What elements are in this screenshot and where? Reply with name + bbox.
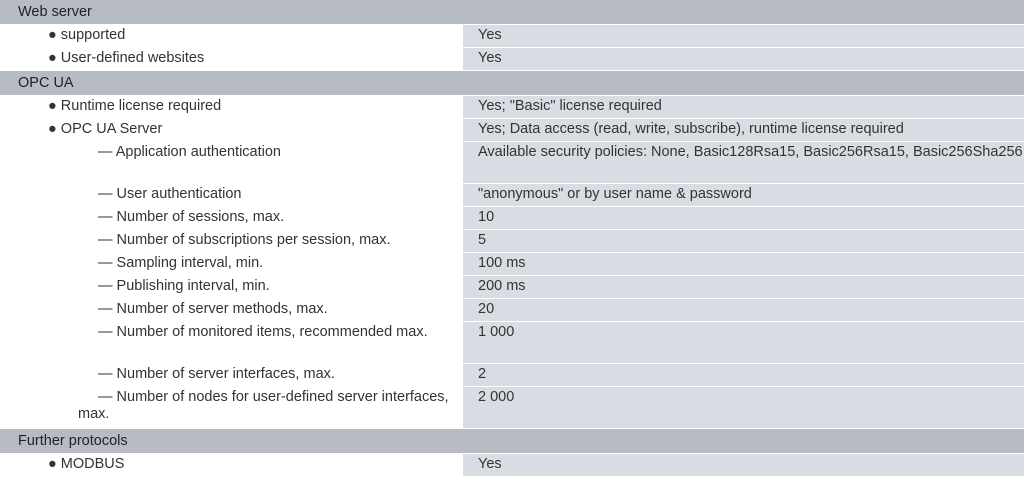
row-label: ● supported bbox=[0, 25, 463, 47]
row-label: ● Runtime license required bbox=[0, 96, 463, 118]
row-label: — Publishing interval, min. bbox=[0, 276, 463, 298]
row-label: — Number of monitored items, recommended max. bbox=[0, 322, 463, 363]
row-value: Available security policies: None, Basic128Rsa15, Basic256Rsa15, Basic256Sha256 bbox=[463, 142, 1024, 183]
row-label: — Number of server methods, max. bbox=[0, 299, 463, 321]
section-title: Web server bbox=[18, 4, 92, 20]
table-row bbox=[0, 364, 1024, 387]
row-label: — Number of subscriptions per session, max. bbox=[0, 230, 463, 252]
table-row bbox=[0, 322, 1024, 364]
row-value: 5 bbox=[463, 230, 1024, 252]
table-row bbox=[0, 142, 1024, 184]
row-value: 10 bbox=[463, 207, 1024, 229]
table-row bbox=[0, 96, 1024, 119]
section-title: OPC UA bbox=[18, 75, 74, 91]
row-value: 100 ms bbox=[463, 253, 1024, 275]
row-value: 200 ms bbox=[463, 276, 1024, 298]
table-row bbox=[0, 387, 1024, 429]
row-value: Yes bbox=[463, 454, 1024, 476]
table-row bbox=[0, 184, 1024, 207]
row-value: Yes; "Basic" license required bbox=[463, 96, 1024, 118]
row-label: ● User-defined websites bbox=[0, 48, 463, 70]
section-header-opc-ua bbox=[0, 71, 1024, 96]
row-value: 2 000 bbox=[463, 387, 1024, 428]
row-label: — Sampling interval, min. bbox=[0, 253, 463, 275]
row-label: — Number of nodes for user-defined server interfaces, max. bbox=[0, 387, 463, 428]
section-title: Further protocols bbox=[18, 433, 128, 449]
row-value: "anonymous" or by user name & password bbox=[463, 184, 1024, 206]
table-row bbox=[0, 119, 1024, 142]
table-row bbox=[0, 25, 1024, 48]
row-label: ● MODBUS bbox=[0, 454, 463, 476]
row-value: Yes; Data access (read, write, subscribe), runtime license required bbox=[463, 119, 1024, 141]
row-label: ● OPC UA Server bbox=[0, 119, 463, 141]
row-value: Yes bbox=[463, 25, 1024, 47]
table-row bbox=[0, 48, 1024, 71]
row-label: — Number of server interfaces, max. bbox=[0, 364, 463, 386]
section-header-further-protocols bbox=[0, 429, 1024, 454]
row-label: — Application authentication bbox=[0, 142, 463, 183]
table-row bbox=[0, 230, 1024, 253]
table-row bbox=[0, 207, 1024, 230]
table-row bbox=[0, 253, 1024, 276]
table-row bbox=[0, 454, 1024, 477]
table-row bbox=[0, 299, 1024, 322]
section-header-web-server bbox=[0, 0, 1024, 25]
row-value: 20 bbox=[463, 299, 1024, 321]
row-label: — Number of sessions, max. bbox=[0, 207, 463, 229]
row-value: 1 000 bbox=[463, 322, 1024, 363]
row-value: 2 bbox=[463, 364, 1024, 386]
table-row bbox=[0, 276, 1024, 299]
row-label: — User authentication bbox=[0, 184, 463, 206]
row-value: Yes bbox=[463, 48, 1024, 70]
